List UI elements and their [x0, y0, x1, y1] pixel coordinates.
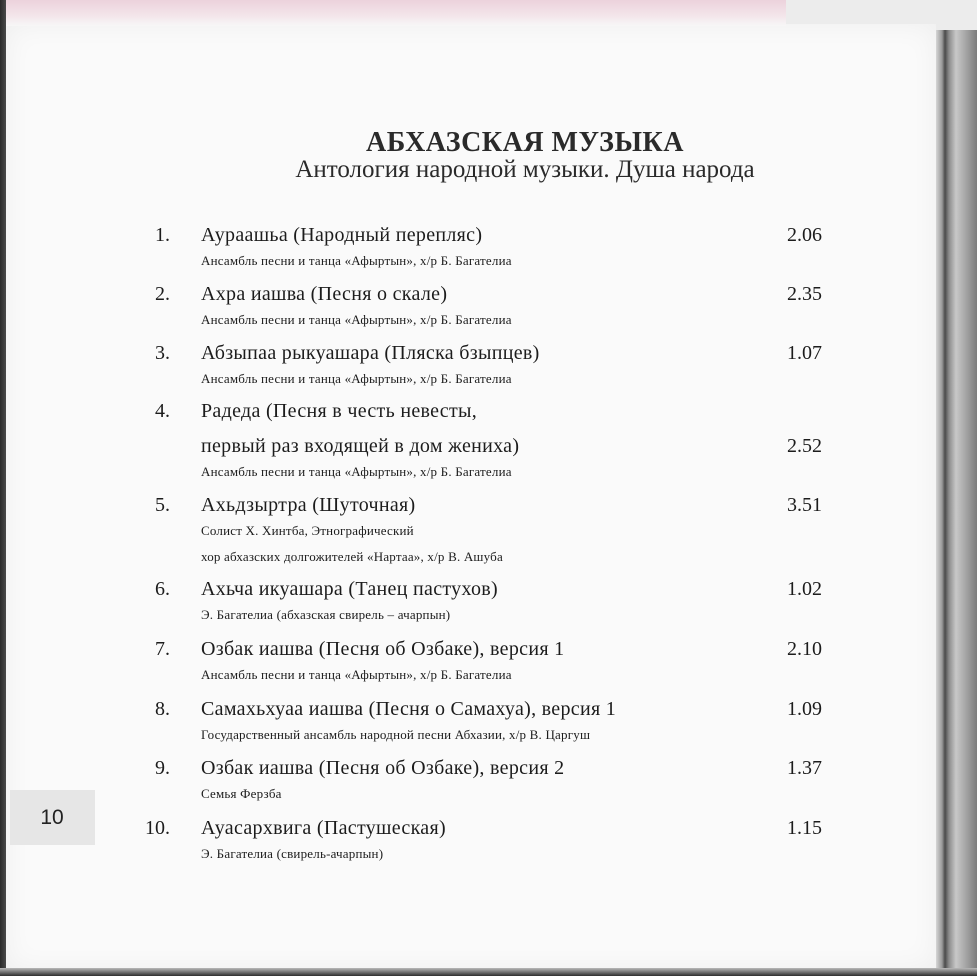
track-duration: 1.37: [787, 757, 822, 779]
track-performer: Государственный ансамбль народной песни Абхазии, х/р В. Царгуш: [201, 727, 591, 742]
track-duration: 1.07: [787, 342, 822, 364]
track-number: 3.: [155, 342, 170, 364]
track-duration: 1.02: [787, 578, 822, 600]
track-number: 4.: [155, 400, 170, 422]
track-number: 1.: [155, 224, 170, 246]
track-performer: Ансамбль песни и танца «Афыртын», х/р Б. Багателиа: [201, 667, 512, 682]
track-duration: 2.35: [787, 283, 822, 305]
top-scan-edge: [6, 0, 786, 26]
track-number: 5.: [155, 494, 170, 516]
track-number: 10.: [145, 817, 170, 839]
track-title: Озбак иашва (Песня об Озбаке), версия 1: [201, 638, 565, 660]
track-title: Абзыпаа рыкуашара (Пляска бзыпцев): [201, 342, 540, 364]
bottom-scan-edge: [0, 968, 977, 976]
track-number: 7.: [155, 638, 170, 660]
track-duration: 1.09: [787, 698, 822, 720]
track-duration: 3.51: [787, 494, 822, 516]
track-number: 6.: [155, 578, 170, 600]
track-performer: Э. Багателиа (свирель-ачарпын): [201, 846, 384, 861]
track-performer: Семья Ферзба: [201, 786, 282, 801]
track-number: 2.: [155, 283, 170, 305]
track-performer: Ансамбль песни и танца «Афыртын», х/р Б. Багателиа: [201, 371, 512, 386]
right-scan-edge: [936, 30, 977, 976]
track-performer: Э. Багателиа (абхазская свирель – ачарпын): [201, 607, 451, 622]
track-performer-continued: хор абхазских долгожителей «Нартаа», х/р В. Ашуба: [201, 549, 503, 564]
page-subheading: Антология народной музыки. Душа народа: [295, 156, 755, 183]
track-duration: 2.52: [787, 435, 822, 457]
page-number: 10: [40, 806, 64, 829]
track-performer: Ансамбль песни и танца «Афыртын», х/р Б. Багателиа: [201, 464, 512, 479]
track-title: Аураашьа (Народный перепляс): [201, 224, 483, 246]
track-title: Ахьдзыртра (Шуточная): [201, 494, 416, 516]
track-duration: 2.10: [787, 638, 822, 660]
track-title: Ахьча икуашара (Танец пастухов): [201, 578, 498, 600]
track-title: Ауасархвига (Пастушеская): [201, 817, 446, 839]
track-performer: Ансамбль песни и танца «Афыртын», х/р Б. Багателиа: [201, 253, 512, 268]
track-number: 9.: [155, 757, 170, 779]
track-title: Самахьхуаа иашва (Песня о Самахуа), версия 1: [201, 698, 617, 720]
track-duration: 2.06: [787, 224, 822, 246]
track-title: Озбак иашва (Песня об Озбаке), версия 2: [201, 757, 565, 779]
track-title-continued: первый раз входящей в дом жениха): [201, 435, 520, 457]
track-number: 8.: [155, 698, 170, 720]
track-performer: Ансамбль песни и танца «Афыртын», х/р Б. Багателиа: [201, 312, 512, 327]
track-title: Ахра иашва (Песня о скале): [201, 283, 448, 305]
track-title: Радеда (Песня в честь невесты,: [201, 400, 478, 422]
track-duration: 1.15: [787, 817, 822, 839]
page-heading: АБХАЗСКАЯ МУЗЫКА: [366, 127, 684, 158]
track-performer: Солист Х. Хинтба, Этнографический: [201, 523, 414, 538]
